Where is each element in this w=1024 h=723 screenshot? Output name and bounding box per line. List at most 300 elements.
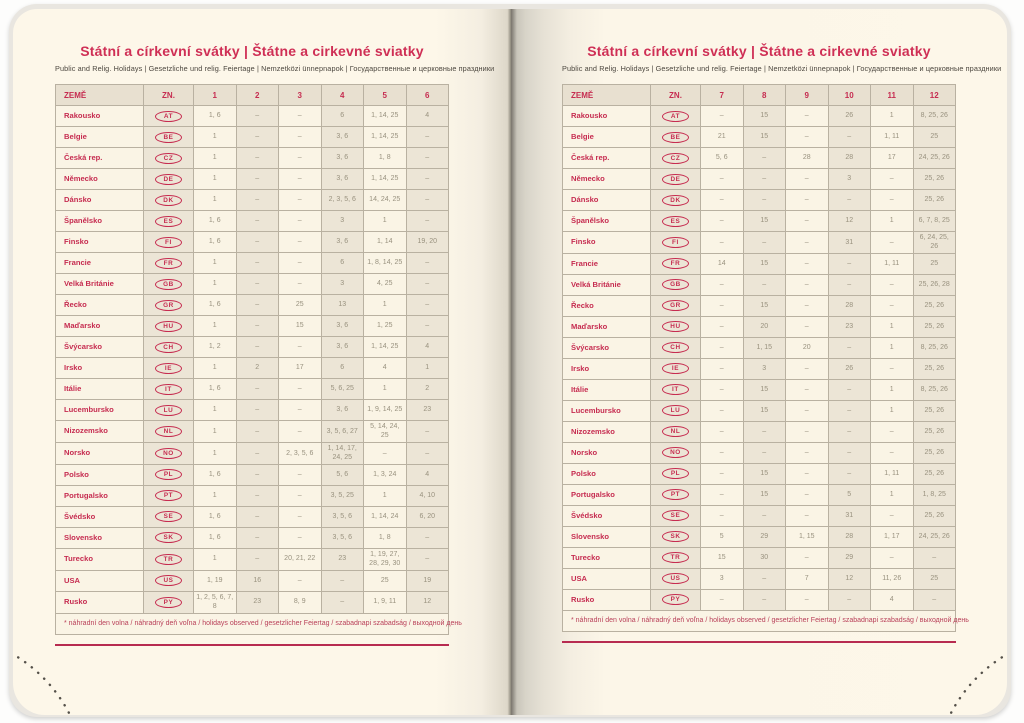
holiday-days-cell: –	[279, 464, 322, 485]
country-name: Dánsko	[563, 190, 651, 211]
holiday-days-cell: 1, 6	[194, 106, 237, 127]
country-row	[56, 464, 449, 485]
holiday-days-cell: 1, 19, 27, 28, 29, 30	[364, 548, 407, 570]
country-name: Španělsko	[56, 211, 144, 232]
country-code-badge: FR	[662, 258, 689, 269]
holiday-days-cell: 15	[743, 295, 786, 316]
country-code-badge: FI	[662, 237, 689, 248]
holiday-days-cell: 1, 2, 5, 6, 7, 8	[194, 591, 237, 613]
holiday-days-cell: 6	[321, 253, 364, 274]
country-name: Irsko	[563, 358, 651, 379]
holiday-days-cell: 1, 9, 11	[364, 591, 407, 613]
holiday-days-cell: 1, 8, 25	[913, 484, 956, 505]
country-code-badge: US	[155, 575, 182, 586]
country-row	[56, 591, 449, 613]
country-code-cell	[651, 316, 701, 337]
holiday-days-cell: 14, 24, 25	[364, 190, 407, 211]
holiday-days-cell: 25, 26	[913, 190, 956, 211]
holiday-days-cell: 6	[321, 106, 364, 127]
holiday-days-cell: 8, 25, 26	[913, 379, 956, 400]
holiday-days-cell: 11, 26	[871, 568, 914, 589]
holiday-days-cell: 1	[194, 485, 237, 506]
holiday-days-cell: 15	[279, 316, 322, 337]
holiday-days-cell: 25, 26	[913, 358, 956, 379]
holiday-days-cell: –	[743, 169, 786, 190]
country-name: Finsko	[56, 232, 144, 253]
holiday-days-cell: –	[279, 400, 322, 421]
holiday-days-cell: 20	[786, 337, 829, 358]
holiday-days-cell: –	[279, 148, 322, 169]
country-name: Itálie	[563, 379, 651, 400]
holiday-days-cell: 1	[194, 253, 237, 274]
country-code-cell	[144, 253, 194, 274]
holiday-days-cell: 1	[194, 400, 237, 421]
holiday-days-cell: –	[406, 169, 449, 190]
column-header: 3	[279, 85, 322, 106]
holiday-days-cell: –	[279, 190, 322, 211]
holiday-days-cell: 24, 25, 26	[913, 526, 956, 547]
holiday-days-cell: 1, 11	[871, 253, 914, 274]
holiday-days-cell: –	[406, 548, 449, 570]
column-header: 12	[913, 85, 956, 106]
holiday-days-cell: 2	[236, 358, 279, 379]
column-header: 5	[364, 85, 407, 106]
country-name: Irsko	[56, 358, 144, 379]
holiday-days-cell: –	[701, 400, 744, 421]
country-row	[563, 484, 956, 505]
holiday-days-cell: 19	[406, 570, 449, 591]
country-code-cell	[144, 591, 194, 613]
country-code-cell	[144, 211, 194, 232]
country-code-badge: BE	[155, 132, 182, 143]
holiday-days-cell: –	[701, 169, 744, 190]
holiday-days-cell: 12	[828, 568, 871, 589]
country-row	[56, 127, 449, 148]
country-code-cell	[651, 589, 701, 610]
holiday-days-cell: –	[828, 337, 871, 358]
country-name: Slovensko	[56, 527, 144, 548]
holiday-days-cell: –	[236, 337, 279, 358]
country-row	[563, 127, 956, 148]
holiday-days-cell: –	[871, 295, 914, 316]
holiday-days-cell: 3, 5, 25	[321, 485, 364, 506]
holiday-days-cell: 31	[828, 505, 871, 526]
page-left	[13, 9, 511, 715]
holiday-days-cell: 1, 14, 24	[364, 506, 407, 527]
country-code-badge: AT	[155, 111, 182, 122]
country-name: Turecko	[563, 547, 651, 568]
holiday-days-cell: 14	[701, 253, 744, 274]
holiday-days-cell: –	[786, 295, 829, 316]
holiday-days-cell: –	[701, 106, 744, 127]
holiday-days-cell: 25	[913, 127, 956, 148]
country-name: Polsko	[56, 464, 144, 485]
country-name: Dánsko	[56, 190, 144, 211]
country-name: Nizozemsko	[56, 421, 144, 443]
holiday-days-cell: –	[701, 484, 744, 505]
holiday-days-cell: 1	[871, 316, 914, 337]
holiday-days-cell: 20	[743, 316, 786, 337]
country-code-cell	[651, 421, 701, 442]
holiday-days-cell: –	[786, 463, 829, 484]
holiday-days-cell: 1, 14, 25	[364, 169, 407, 190]
holiday-days-cell: 7	[786, 568, 829, 589]
holiday-days-cell: –	[701, 505, 744, 526]
country-code-badge: GR	[155, 300, 182, 311]
holiday-days-cell: 28	[786, 148, 829, 169]
country-code-badge: HU	[662, 321, 689, 332]
country-code-cell	[144, 358, 194, 379]
holiday-days-cell: –	[786, 127, 829, 148]
holiday-days-cell: 1, 2	[194, 337, 237, 358]
country-code-badge: PL	[155, 469, 182, 480]
country-code-cell	[144, 337, 194, 358]
holiday-days-cell: –	[871, 442, 914, 463]
holiday-days-cell: 8, 25, 26	[913, 106, 956, 127]
holiday-days-cell: 1, 25	[364, 316, 407, 337]
holiday-days-cell: –	[871, 505, 914, 526]
column-header: ZN.	[144, 85, 194, 106]
holiday-days-cell: –	[828, 127, 871, 148]
country-code-cell	[144, 527, 194, 548]
holiday-days-cell: –	[743, 421, 786, 442]
country-code-badge: TR	[662, 552, 689, 563]
holiday-days-cell: 23	[406, 400, 449, 421]
country-name: Lucembursko	[56, 400, 144, 421]
holiday-days-cell: –	[279, 506, 322, 527]
holiday-days-cell: 15	[743, 253, 786, 274]
holiday-days-cell: 3, 6	[321, 148, 364, 169]
holiday-days-cell: –	[279, 211, 322, 232]
country-code-cell	[651, 169, 701, 190]
holiday-days-cell: 3	[828, 169, 871, 190]
holiday-days-cell: 23	[828, 316, 871, 337]
country-name: Belgie	[563, 127, 651, 148]
holiday-days-cell: 15	[701, 547, 744, 568]
country-name: Francie	[56, 253, 144, 274]
holiday-days-cell: 28	[828, 526, 871, 547]
holiday-days-cell: –	[701, 589, 744, 610]
holiday-days-cell: 1, 11	[871, 127, 914, 148]
holiday-days-cell: 21	[701, 127, 744, 148]
holiday-days-cell: –	[786, 379, 829, 400]
holiday-days-cell: 15	[743, 463, 786, 484]
country-code-badge: TR	[155, 554, 182, 565]
holiday-days-cell: –	[279, 421, 322, 443]
country-name: Finsko	[563, 232, 651, 254]
holiday-days-cell: 2	[406, 379, 449, 400]
country-row	[563, 358, 956, 379]
country-name: Polsko	[563, 463, 651, 484]
holiday-days-cell: 3, 6	[321, 337, 364, 358]
holiday-days-cell: –	[236, 506, 279, 527]
holiday-days-cell: 1	[364, 379, 407, 400]
holiday-days-cell: 5, 6	[321, 464, 364, 485]
country-name: Švýcarsko	[56, 337, 144, 358]
holiday-days-cell: 25	[913, 568, 956, 589]
holiday-days-cell: 29	[743, 526, 786, 547]
holiday-days-cell: –	[743, 589, 786, 610]
holiday-days-cell: 5, 6	[701, 148, 744, 169]
holiday-days-cell: –	[236, 190, 279, 211]
holiday-days-cell: 1, 6	[194, 211, 237, 232]
country-row	[56, 295, 449, 316]
holiday-days-cell: 25, 26	[913, 400, 956, 421]
holiday-days-cell: –	[279, 379, 322, 400]
country-name: Maďarsko	[563, 316, 651, 337]
holiday-days-cell: 3, 6	[321, 127, 364, 148]
holiday-days-cell: –	[701, 274, 744, 295]
holiday-days-cell: –	[236, 548, 279, 570]
country-row	[56, 485, 449, 506]
holiday-days-cell: –	[406, 190, 449, 211]
holiday-days-cell: –	[236, 527, 279, 548]
country-code-cell	[144, 506, 194, 527]
holiday-days-cell: 25, 26	[913, 295, 956, 316]
page-right	[511, 9, 1007, 715]
country-code-cell	[144, 570, 194, 591]
column-header: 6	[406, 85, 449, 106]
holiday-days-cell: –	[279, 337, 322, 358]
holiday-days-cell: 1	[871, 400, 914, 421]
holiday-days-cell: 15	[743, 211, 786, 232]
holiday-days-cell: 1, 8	[364, 527, 407, 548]
footnote-row	[563, 610, 956, 631]
country-code-cell	[651, 484, 701, 505]
holiday-days-cell: 3	[743, 358, 786, 379]
holiday-days-cell: 31	[828, 232, 871, 254]
country-name: Francie	[563, 253, 651, 274]
country-row	[563, 169, 956, 190]
holiday-days-cell: 1	[194, 190, 237, 211]
holiday-days-cell: –	[871, 169, 914, 190]
country-row	[563, 253, 956, 274]
page-subtitle: Public and Relig. Holidays | Gesetzliche und relig. Feiertage | Nemzetközi ünnepnapok | Государственные и церковные праздники	[55, 64, 495, 73]
holiday-days-cell: –	[786, 106, 829, 127]
holiday-days-cell: –	[236, 464, 279, 485]
holiday-days-cell: 19, 20	[406, 232, 449, 253]
holiday-days-cell: 3	[321, 274, 364, 295]
holiday-days-cell: 1, 15	[743, 337, 786, 358]
holiday-days-cell: –	[279, 274, 322, 295]
holiday-days-cell: –	[236, 485, 279, 506]
country-code-badge: IT	[155, 384, 182, 395]
holiday-days-cell: –	[701, 295, 744, 316]
country-name: Slovensko	[563, 526, 651, 547]
holiday-days-cell: 5, 6, 25	[321, 379, 364, 400]
country-name: Řecko	[563, 295, 651, 316]
holiday-days-cell: –	[279, 253, 322, 274]
holiday-days-cell: –	[236, 169, 279, 190]
country-row	[56, 148, 449, 169]
country-code-cell	[651, 505, 701, 526]
country-row	[563, 106, 956, 127]
holiday-days-cell: 12	[828, 211, 871, 232]
country-row	[563, 421, 956, 442]
holiday-days-cell: –	[701, 379, 744, 400]
country-name: Norsko	[563, 442, 651, 463]
country-code-badge: DK	[155, 195, 182, 206]
holiday-days-cell: –	[786, 211, 829, 232]
holiday-days-cell: –	[279, 106, 322, 127]
holiday-days-cell: 3, 6	[321, 169, 364, 190]
holiday-days-cell: –	[236, 232, 279, 253]
holiday-days-cell: 1	[194, 421, 237, 443]
country-row	[56, 570, 449, 591]
holiday-days-cell: –	[786, 484, 829, 505]
country-name: Česká rep.	[563, 148, 651, 169]
country-row	[563, 232, 956, 254]
holiday-days-cell: 15	[743, 484, 786, 505]
country-name: Rusko	[563, 589, 651, 610]
page-subtitle: Public and Relig. Holidays | Gesetzliche und relig. Feiertage | Nemzetközi ünnepnapok | Государственные и церковные праздники	[562, 64, 1002, 73]
country-code-cell	[144, 148, 194, 169]
country-code-cell	[144, 316, 194, 337]
country-code-cell	[144, 169, 194, 190]
holiday-days-cell: 1	[364, 485, 407, 506]
holiday-days-cell: –	[236, 148, 279, 169]
holiday-days-cell: 15	[743, 127, 786, 148]
country-code-cell	[651, 295, 701, 316]
holiday-days-cell: 13	[321, 295, 364, 316]
country-code-badge: IE	[155, 363, 182, 374]
country-code-cell	[651, 526, 701, 547]
holiday-days-cell: 4	[871, 589, 914, 610]
holiday-days-cell: –	[913, 589, 956, 610]
holiday-days-cell: –	[871, 547, 914, 568]
country-row	[563, 442, 956, 463]
holiday-days-cell: 25, 26	[913, 316, 956, 337]
holiday-days-cell: 23	[321, 548, 364, 570]
country-row	[56, 232, 449, 253]
country-code-cell	[651, 127, 701, 148]
holiday-days-cell: 1, 6	[194, 379, 237, 400]
column-header: 1	[194, 85, 237, 106]
holiday-days-cell: 1	[194, 358, 237, 379]
tear-off-perforation-arc	[943, 649, 1007, 715]
country-code-cell	[651, 211, 701, 232]
footnote-row	[56, 613, 449, 634]
holiday-days-cell: –	[701, 358, 744, 379]
holiday-days-cell: –	[279, 127, 322, 148]
country-code-cell	[651, 442, 701, 463]
holiday-days-cell: 1, 14, 17, 24, 25	[321, 442, 364, 464]
holiday-days-cell: 1, 6	[194, 295, 237, 316]
holiday-days-cell: 1	[871, 379, 914, 400]
divider-rule	[55, 644, 449, 646]
holiday-days-cell: 3	[701, 568, 744, 589]
holiday-days-cell: 1	[364, 211, 407, 232]
holiday-days-cell: 1, 6	[194, 506, 237, 527]
column-header: 11	[871, 85, 914, 106]
country-row	[563, 190, 956, 211]
holiday-days-cell: –	[786, 400, 829, 421]
diary-open-spread	[13, 9, 1007, 715]
country-row	[563, 526, 956, 547]
holiday-days-cell: 28	[828, 295, 871, 316]
holiday-days-cell: 5	[701, 526, 744, 547]
holiday-days-cell: –	[701, 232, 744, 254]
holiday-days-cell: –	[913, 547, 956, 568]
holiday-days-cell: –	[743, 568, 786, 589]
holiday-days-cell: 26	[828, 106, 871, 127]
country-row	[56, 169, 449, 190]
country-row	[563, 400, 956, 421]
column-header: 4	[321, 85, 364, 106]
country-code-cell	[144, 295, 194, 316]
holiday-days-cell: 1, 19	[194, 570, 237, 591]
column-header: 9	[786, 85, 829, 106]
holiday-days-cell: 29	[828, 547, 871, 568]
holiday-days-cell: –	[786, 169, 829, 190]
country-row	[56, 548, 449, 570]
holiday-days-cell: –	[236, 211, 279, 232]
country-code-badge: ES	[155, 216, 182, 227]
country-name: USA	[56, 570, 144, 591]
holiday-days-cell: –	[701, 421, 744, 442]
country-row	[56, 211, 449, 232]
holiday-days-cell: 16	[236, 570, 279, 591]
holiday-days-cell: –	[236, 400, 279, 421]
holiday-days-cell: 1	[406, 358, 449, 379]
header-row	[56, 85, 449, 106]
country-name: Belgie	[56, 127, 144, 148]
country-row	[563, 295, 956, 316]
country-code-cell	[651, 274, 701, 295]
holiday-days-cell: –	[236, 316, 279, 337]
holiday-days-cell: –	[406, 274, 449, 295]
country-code-cell	[144, 232, 194, 253]
holiday-days-cell: 15	[743, 379, 786, 400]
holiday-days-cell: –	[701, 190, 744, 211]
country-code-cell	[651, 358, 701, 379]
country-name: Švédsko	[563, 505, 651, 526]
holiday-days-cell: –	[236, 421, 279, 443]
holiday-days-cell: 1	[871, 484, 914, 505]
holiday-days-cell: –	[786, 358, 829, 379]
holiday-days-cell: –	[279, 169, 322, 190]
country-name: Itálie	[56, 379, 144, 400]
holiday-days-cell: 15	[743, 400, 786, 421]
country-code-badge: SE	[155, 511, 182, 522]
holiday-days-cell: –	[871, 232, 914, 254]
holiday-days-cell: 1, 14, 25	[364, 127, 407, 148]
country-row	[56, 421, 449, 443]
holiday-days-cell: 3, 6	[321, 400, 364, 421]
country-code-cell	[651, 253, 701, 274]
country-name: Portugalsko	[563, 484, 651, 505]
holiday-days-cell: 1, 6	[194, 527, 237, 548]
country-row	[563, 379, 956, 400]
holiday-days-cell: –	[406, 295, 449, 316]
holiday-days-cell: –	[406, 442, 449, 464]
holiday-days-cell: –	[701, 337, 744, 358]
holiday-days-cell: –	[743, 232, 786, 254]
holiday-days-cell: 5, 14, 24, 25	[364, 421, 407, 443]
holiday-days-cell: 5	[828, 484, 871, 505]
holiday-days-cell: –	[406, 421, 449, 443]
country-name: Maďarsko	[56, 316, 144, 337]
holiday-days-cell: –	[871, 358, 914, 379]
holiday-days-cell: 1, 14	[364, 232, 407, 253]
holiday-days-cell: –	[406, 316, 449, 337]
holiday-days-cell: 1, 3, 24	[364, 464, 407, 485]
country-name: Švýcarsko	[563, 337, 651, 358]
country-row	[56, 190, 449, 211]
holiday-days-cell: 3, 5, 6	[321, 506, 364, 527]
holiday-days-cell: 4	[406, 337, 449, 358]
holiday-days-cell: –	[786, 232, 829, 254]
